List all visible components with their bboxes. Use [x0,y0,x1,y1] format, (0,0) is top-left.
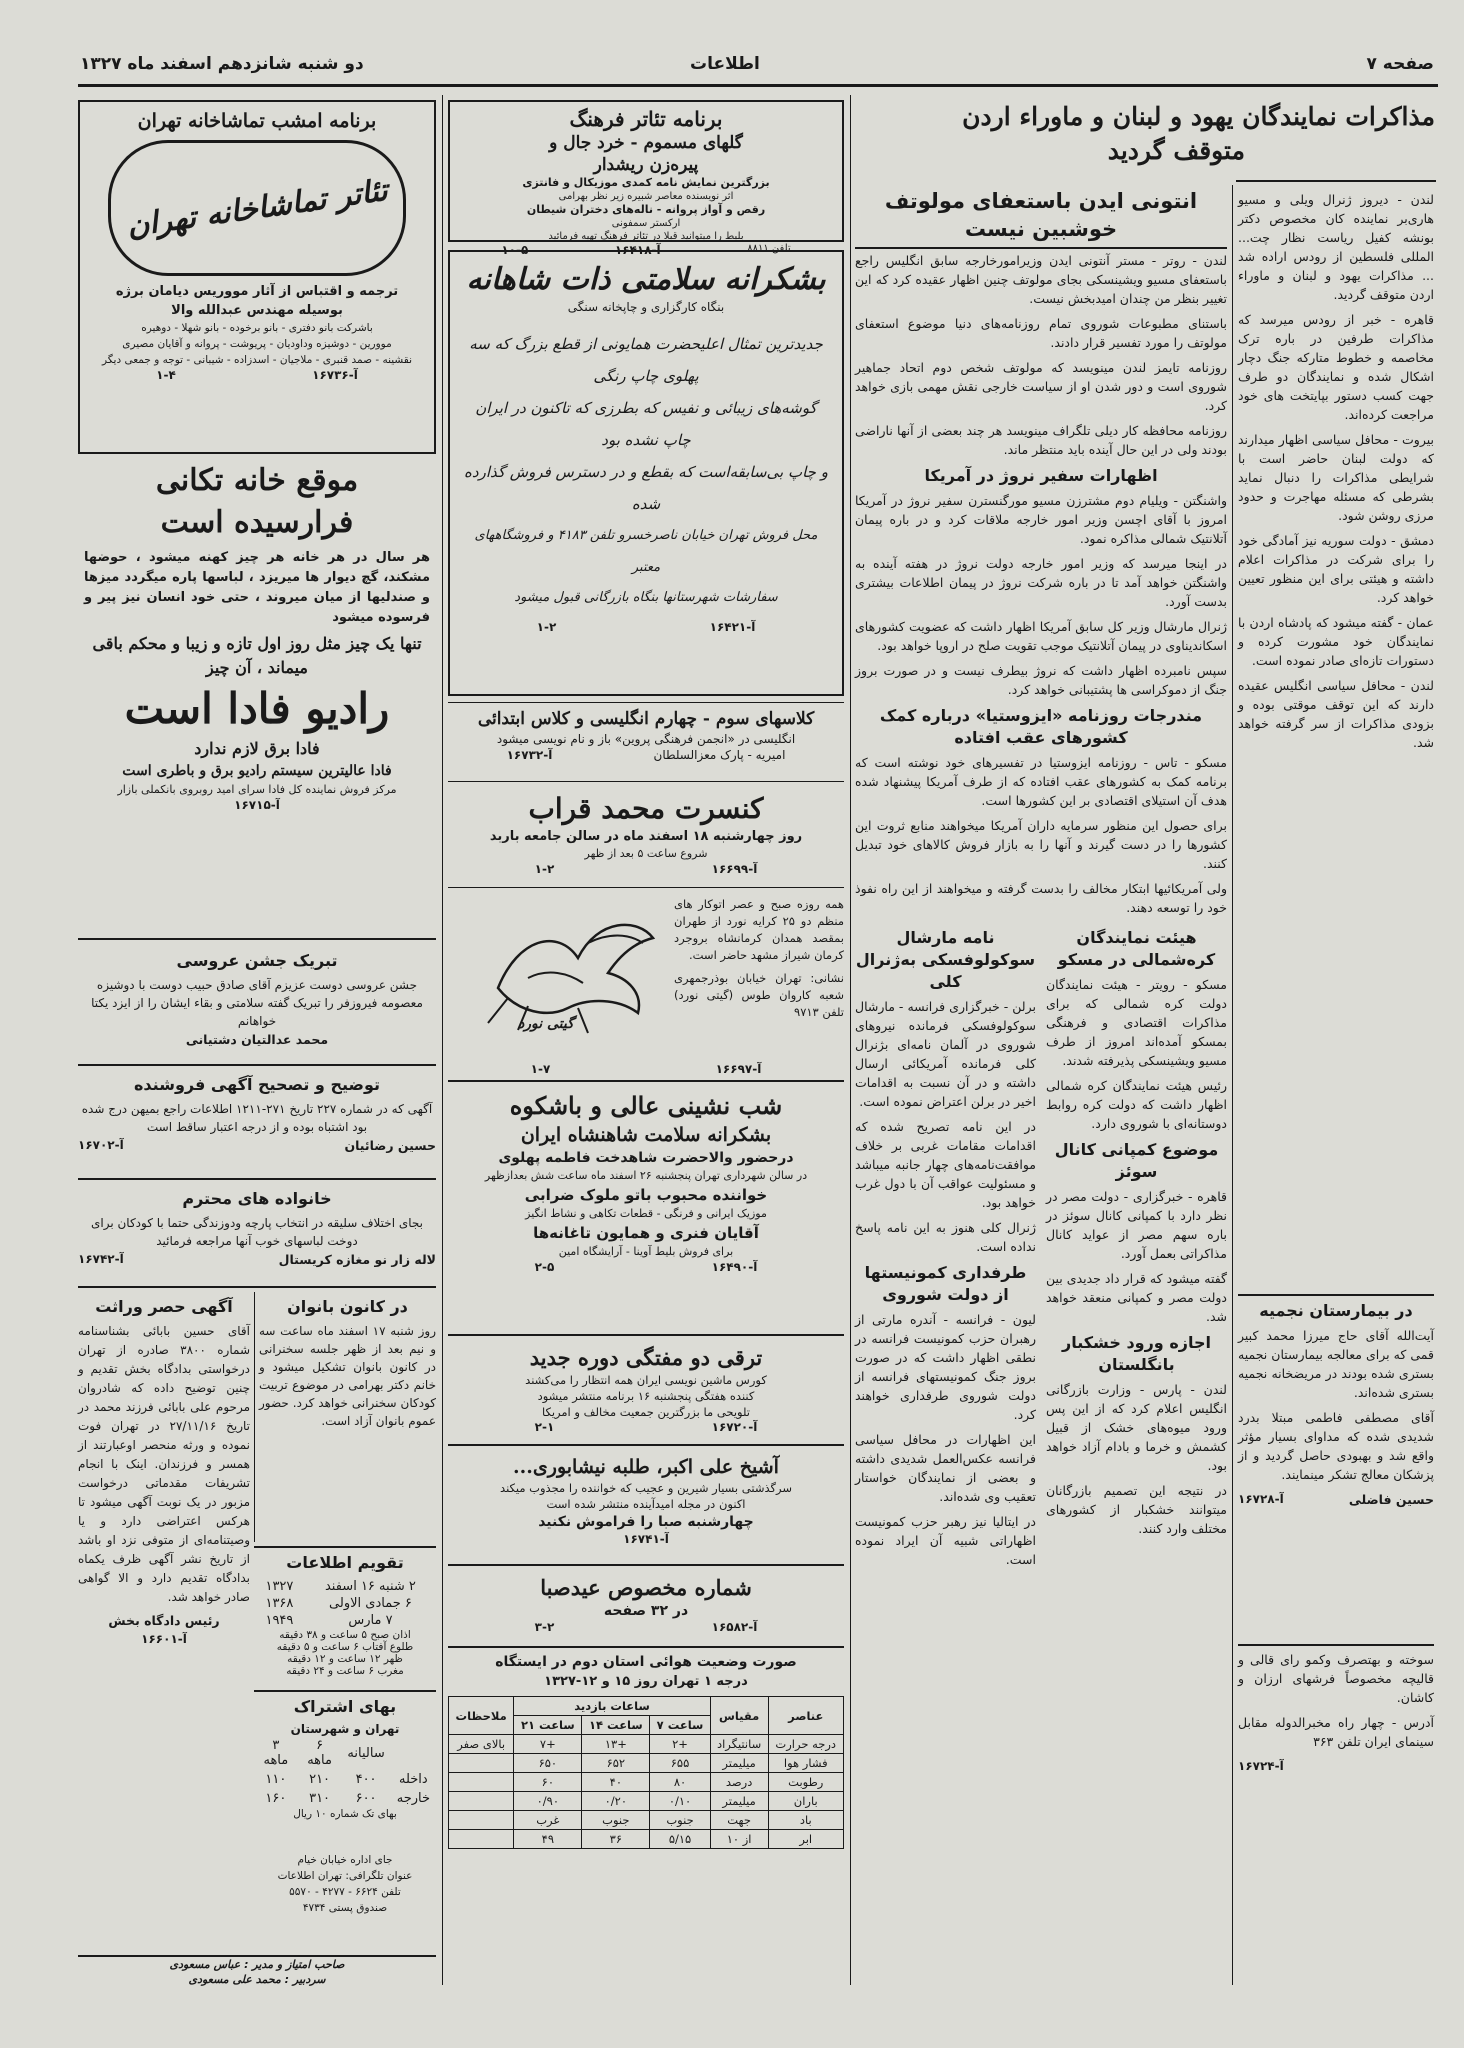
ad-code: ۱-۷ [530,1062,551,1076]
ad-code: آ-۱۶۷۲۴ [1238,1759,1284,1773]
article-paragraph: بیروت - محافل سیاسی اظهار میدارند که دولت لبنان حاضر است با شرایطی مذاکرات را دنبال نماید بشرطی که مسئله مهاجرت و حدود مرزی روشن شود. [1238,432,1434,523]
korea-headline: هیئت نمایندگان کره‌شمالی در مسکو [1057,928,1216,969]
ad-code: آ-۱۶۷۴۱ [623,1532,669,1546]
tehran-theater-title: برنامه امشب تماشاخانه تهران [137,110,377,132]
calendar-line: ظهر ۱۲ ساعت و ۱۲ دقیقه [287,1653,403,1665]
concert-title: کنسرت محمد قراب [528,792,764,825]
gala-ad [448,1086,844,1336]
tehran-theater-ad [78,100,436,454]
masthead-rule [78,84,1438,87]
izvestia-paragraph: برای حصول این منظور سرمایه داران آمریکا میخواهند منابع ثروت این کشورها را در دست گیرند و آنها را به بازار فروش کالاهای خود تبدیل کنند. [855,818,1227,871]
weather-row: درجه حرارت سانتیگراد +۲ +۱۳ +۷ بالای صفر [449,1735,844,1754]
korea-paragraph: مسکو - رویتر - هیئت نمایندگان دولت کره شمالی که برای مذاکرات اقتصادی و فرهنگی بمسکو آمده‌اند امروز از طرف مسیو ویشینسکی پذیرفته شدند. [1046,977,1227,1068]
special-title: شماره مخصوص عیدصبا [540,1575,752,1600]
weather-row: باران میلیمتر ۰/۱۰ ۰/۲۰ ۰/۹۰ [449,1792,844,1811]
calendar-line: مغرب ۶ ساعت و ۲۴ دقیقه [286,1665,404,1677]
ad-code: ۱-۴ [156,368,176,382]
eden-paragraph: روزنامه محافظه کار دیلی تلگراف مینویسد هر چند بعضی از آنها ناراضی بودند ولی در این حال آینده باید منتظر ماند. [855,423,1227,457]
communists-paragraph: لیون - فرانسه - آندره مارتی از رهبران حزب کمونیست فرانسه در نطقی اظهار داشت که در صورت بروز جنگ کمونیستهای فرانسه از دولت شوروی طرفداری خواهند کرد. [855,1312,1036,1422]
portrait-line: محل فروش تهران خیابان ناصرخسرو تلفن ۴۱۸۳ و فروشگاههای معتبر [474,528,818,575]
steno-line: کورس ماشین نویسی ایران همه انتظار را می‌کشند [525,1373,767,1387]
sheikh-line: اکنون در مجله امیدآینده منتشر شده است [546,1497,746,1511]
theater-line: ارکستر سمفونی [611,218,681,229]
gala-subtitle: بشکرانه سلامت شاهنشاه ایران [520,1124,772,1146]
gala-line: آقایان فنری و همایون تاغانه‌ها [533,1224,759,1242]
ad-code: آ-۱۶۷۰۲ [78,1138,124,1152]
weather-header: ساعات بازدید [514,1697,710,1716]
wedding-signature: محمد عدالتیان دشتیانی [185,1032,329,1047]
gala-title: شب نشینی عالی و باشکوه [509,1091,783,1120]
carpet-paragraph: آدرس - چهار راه مخبرالدوله مقابل سینمای ایران تلفن ۳۶۳ [1238,1715,1434,1749]
families-body: بجای اختلاف سلیقه در انتخاب پارچه ودوزندگی حتما با کودکان برای دوخت لباسهای خوب آنها مراجعه فرمائید [90,1216,423,1248]
tehran-theater-line: ترجمه و اقتباس از آثار مووریس دیامان برژه [115,284,399,299]
kanoon-title: در کانون بانوان [287,1297,408,1316]
gala-line: خواننده محبوب باتو ملوک ضرابی [524,1186,768,1204]
correction-signature: حسین رضائیان [344,1138,436,1153]
ad-code: آ-۱۶۷۱۵ [234,798,280,812]
weather-report [448,1652,844,1982]
hospital-notice [1238,1290,1434,1610]
ad-code: آ-۱۶۷۴۲ [78,1252,124,1266]
headline-line-2: متوقف گردید [1107,136,1245,165]
classes-line: انگلیسی در «انجمن فرهنگی پروین» باز و نام نویسی میشود [496,732,796,746]
eden-paragraph: باستنای مطبوعات شوروی تمام روزنامه‌های دنیا موضوع استعفای مولوتف را مورد تفسیر قرار دادند. [855,316,1227,350]
weather-header: مقیاس [710,1697,768,1735]
eden-paragraph: روزنامه تایمز لندن مینویسد که مولوتف شخص دوم اتحاد جماهیر شوروی است و دور شدن او از سیاست خارجی نقش مهمی بازی خواهد کرد. [855,360,1227,413]
ad-code: آ-۱۶۴۹۰ [711,1260,758,1274]
ad-code: آ-۱۶۶۹۹ [711,862,758,876]
concert-line: روز چهارشنبه ۱۸ اسفند ماه در سالن جامعه باربد [489,829,803,844]
headline-line-1: مذاکرات نمایندگان یهود و لبنان و ماوراء اردن [962,102,1435,131]
ad-code: ۱-۲ [536,620,557,634]
tehran-theater-logo [108,140,406,276]
weather-row: فشار هوا میلیمتر ۶۵۵ ۶۵۲ ۶۵۰ [449,1754,844,1773]
steno-title: ترقی دو مفتگی دوره جدید [529,1345,763,1370]
korea-paragraph: رئیس هیئت نمایندگان کره شمالی اظهار داشت که دولت کره روابط دوستانه‌ای با شوروی دارد. [1046,1078,1227,1131]
article-paragraph: دمشق - دولت سوریه نیز آمادگی خود را برای شرکت در مذاکرات اعلام داشته و هیئتی برای این منظور تعیین خواهد کرد. [1238,533,1434,605]
norway-headline: اظهارات سفیر نروژ در آمریکا [924,466,1158,485]
sokolovsky-headline: نامه مارشال سوکولوفسکی به‌ژنرال کلی [855,928,1036,991]
weather-table [448,1696,844,1849]
heirs-body: آقای حسین بابائی بشناسنامه شماره ۳۸۰۰ صادره از تهران درخواستی بدادگاه بخش تقدیم و چنین توضیح داده که شادروان مرحوم علی بابائی فرزند محمد در تاریخ ۲۷/۱۱/۱۶ در تهران فوت نموده و ورثه منحصر اوعبارتند از همسر و فرزندان. اینک با انجام تشریفات مقدماتی درخواست مزبور در یک نوبت آگهی میشود تا هرکس اعتراضی دارد و یا وصیتنامه‌ای از متوفی نزد او باشد از تاریخ نشر آگهی ظرف یکماه بدادگاه تقدیم دارد و الا گواهی صادر خواهد شد. [78,1324,250,1604]
portrait-title: بشکرانه سلامتی ذات شاهانه [466,262,826,297]
radio-brand: رادیو فادا است [124,684,390,733]
subscription-subtitle: تهران و شهرستان [290,1722,400,1736]
portrait-subtitle: بنگاه کارگزاری و چاپخانه سنگی [567,300,725,314]
article-paragraph: لندن - دیروز ژنرال ویلی و مسیو هاری‌بر نماینده کان مخصوص دکتر بونشه کفیل ریاست نظار چت... المللی فلسطین از رودس اراده شد ... مذاکرات یهود و لبنان و ماوراء اردن متوقف گردید. [1238,192,1434,302]
calendar-date: ۲ شنبه ۱۶ اسفند [324,1579,416,1594]
suez-paragraph: قاهره - خبرگزاری - دولت مصر در نظر دارد با کمپانی کانال سوئز در باره سهم مصر از عواید کانال مذاکراتی بعمل آورد. [1046,1189,1227,1261]
office-phones: تلفن ۶۶۲۴ - ۴۲۷۷ - ۵۵۷۰ [289,1886,401,1898]
tours-paragraph: همه روزه صبح و عصر اتوکار های منظم دو ۲۵ کرایه نورد از طهران بمقصد همدان کرمانشاه بروجرد کرمان شیراز مشهد حاضر است. [674,897,844,962]
tours-ad [448,892,844,1082]
subscription-table: سالیانه ۶ ماهه ۳ ماهه داخله ۴۰۰ ۲۱۰ ۱۱۰ خارجه ۶۰۰ ۳۱۰ ۱۶۰ [254,1736,436,1808]
ad-code: آ-۱۶۴۱۸ [614,243,661,257]
lead-article [1238,190,1434,1240]
heirs-signature: رئیس دادگاه بخش [108,1613,220,1628]
radio-headline: فرارسیده است [160,505,354,540]
page-number: صفحه ۷ [1366,54,1434,74]
headline-rule [1236,180,1436,182]
steno-line: تلویحی ما بزرگترین جمعیت مخالف و امریکا [542,1405,750,1419]
calendar-table [254,1578,436,1629]
calendar-title: تقویم اطلاعات [286,1553,404,1572]
ad-code: ۱-۲ [534,862,555,876]
communists-headline: طرفداری کمونیستها از دولت شوروی [864,1263,1027,1304]
sheikh-title: آشیخ علی اکبر، طلبه نیشابوری... [513,1456,779,1478]
wedding-notice [78,946,436,1066]
ad-code: آ-۱۶۷۲۸ [1238,1492,1284,1506]
communists-paragraph: این اظهارات در محافل سیاسی فرانسه عکس‌العمل شدیدی داشته و بعضی از نمایندگان خواستار تعقیب وی شده‌اند. [855,1432,1036,1504]
portrait-line: جدیدترین تمثال اعلیحضرت همایونی از قطع بزرگ که سه پهلوی چاپ رنگی [469,335,823,385]
portrait-line: گوشه‌های زیبائی و نفیس که بطرزی که تاکنون در ایران چاپ نشده بود [475,399,817,449]
hospital-paragraph: آیت‌الله آقای حاج میرزا محمد کبیر قمی که برای معالجه بیمارستان نجمیه بستری شده بودند در مریضخانه نجمیه بستری شده‌اند. [1238,1328,1434,1400]
calendar-year: ۱۳۶۸ [265,1596,294,1611]
communists-paragraph: در ایتالیا نیز رهبر حزب کمونیست اظهاراتی شبیه آن ایراد نموده است. [855,1514,1036,1567]
gala-line: موزیک ایرانی و فرنگی - قطعات تکاهی و نشاط انگیز [525,1207,767,1220]
special-issue-ad [448,1570,844,1648]
theater-title: برنامه تئاتر فرهنگ [569,107,723,131]
sheikh-line: چهارشنبه صبا را فراموش نکنید [538,1514,754,1530]
ad-code: ۱۰-۵ [501,243,529,257]
office-address: جای اداره خیابان خیام [297,1854,393,1866]
ad-code: ۲-۱ [534,1420,555,1434]
subscription-region: داخله [399,1772,428,1787]
weather-hour: ساعت ۲۱ [514,1716,582,1735]
ad-code: ۳-۲ [534,1620,555,1634]
weather-subtitle: درجه ۱ تهران روز ۱۵ و ۱۲-۱۳۲۷ [544,1674,748,1689]
calendar-date: ۶ جمادی الاولی [329,1596,412,1611]
ad-code: ۲-۵ [534,1260,555,1274]
hospital-paragraph: آقای مصطفی فاطمی مبتلا بدرد شدیدی شده که مداوای بسیار مؤثر واقع شد و بهبودی حاصل گردید و از پزشکان معالج تشکر مینمایند. [1238,1410,1434,1482]
weather-header: ملاحظات [449,1697,514,1735]
families-title: خانواده های محترم [182,1189,332,1208]
concert-line: شروع ساعت ۵ بعد از ظهر [584,847,708,860]
izvestia-paragraph: مسکو - تاس - روزنامه ایزوستیا در تفسیرهای خود نوشته است که برنامه کمک به کشورهای عقب افتاده که از طرف آمریکا پیشنهاد شده هدف آن استیلای اقتصادی بر این کشورها است. [855,755,1227,808]
carpet-paragraph: سوخته و بهتصرف وکمو رای قالی و قالیچه مخصوصاً فرشهای ارزان و کاشان. [1238,1652,1434,1705]
calendar-line: طلوع آفتاب ۶ ساعت و ۵ دقیقه [276,1641,414,1653]
ad-code: آ-۱۶۷۲۰ [711,1420,758,1434]
ad-code: آ-۱۶۶۰۱ [141,1632,187,1646]
tehran-theater-line: بوسیله مهندس عبدالله والا [171,303,343,318]
radio-address: مرکز فروش نماینده کل فادا سرای امید روبروی بانکملی بازار [117,783,397,796]
weather-title: صورت وضعیت هوائی استان دوم در ایستگاه [495,1654,797,1670]
calendar-year: ۱۹۴۹ [265,1613,294,1628]
heirs-notice [78,1292,250,1952]
norway-paragraph: در اینجا میرسد که وزیر امور خارجه دولت نروژ در هفته آینده به واشنگتن خواهد آمد تا در باره شرکت نروژ در پیمان اطلاعات بیشتری بدست آورد. [855,556,1227,609]
weather-row: ابر از ۱۰ ۵/۱۵ ۳۶ ۴۹ [449,1830,844,1849]
ad-code: آ-۱۶۷۳۶ [312,368,358,382]
classes-title: کلاسهای سوم - چهارم انگلیسی و کلاس ابتدائی [477,709,815,729]
weather-hour: ساعت ۱۴ [582,1716,650,1735]
radio-fada-ad [78,460,436,940]
weather-row: باد جهت جنوب جنوب غرب [449,1811,844,1830]
dried-fruit-paragraph: در نتیجه این تصمیم بازرگانان میتوانند خشکبار از کشورهای مختلف وارد کنند. [1046,1483,1227,1536]
sheikh-line: سرگذشتی بسیار شیرین و عجیب که خواننده را مجذوب میکند [500,1481,792,1495]
kanoon-body: روز شنبه ۱۷ اسفند ماه ساعت سه و نیم بعد از ظهر جلسه سخنرانی در کانون بانوان تشکیل میشود و خانم دکتر بهرامی در موضوع تربیت کودکان سخنرانی خواهد کرد. حضور عموم بانوان آزاد است. [259,1324,436,1428]
radio-headline: موقع خانه تکانی [155,463,359,498]
column-divider [850,95,851,1985]
correction-notice [78,1070,436,1180]
tours-text [674,896,844,1056]
gala-line: برای فروش بلیط آوینا - آرایشگاه امین [558,1245,734,1258]
hospital-title: در بیمارستان نجمیه [1238,1294,1434,1322]
calendar-date: ۷ مارس [348,1613,393,1628]
ad-code: آ-۱۶۷۳۲ [506,748,553,762]
radio-slogan: تنها یک چیز مثل روز اول تازه و زیبا و محکم باقی میماند ، آن چیز [92,634,422,677]
theater-line: پیره‌زن ریشدار [593,155,699,175]
steno-line: کننده هفتگی پنجشنبه ۱۶ برنامه منتشر میشود [537,1389,755,1403]
ad-code: آ-۱۶۴۲۱ [709,620,756,634]
izvestia-paragraph: ولی آمریکائیها ابتکار مخالف را بدست گرفته و میخواهند از این راه نفوذ خود را توسعه دهند. [855,881,1227,915]
article-paragraph: عمان - گفته میشود که پادشاه اردن با نمایندگان خود مشورت کرده و دستورات تازه‌ای صادر نموده است. [1238,615,1434,668]
concert-ad [448,786,844,888]
subscription-period: ۶ ماهه [307,1738,332,1768]
radio-sub: فادا برق لازم ندارد [194,739,320,758]
newspaper-name: اطلاعات [690,54,760,74]
weather-row: رطوبت درصد ۸۰ ۴۰ ۶۰ [449,1773,844,1792]
subscription-region: خارجه [396,1791,430,1806]
radio-sub: فادا عالیترین سیستم رادیو برق و باطری است [122,763,392,779]
sokolovsky-paragraph: ژنرال کلی هنوز به این نامه پاسخ نداده است. [855,1220,1036,1254]
classes-ad [448,702,844,782]
office-info [254,1852,436,1952]
portrait-ad [448,250,844,696]
lead-headline [855,100,1435,168]
column-divider [1232,185,1233,1985]
norway-paragraph: واشنگتن - ویلیام دوم مشترزن مسیو مورگنسترن سفیر نروژ در آمریکا امروز با آقای اچسن وزیر امور خارجه ملاقات کرد و در باره پیمان آتلانتیک شمالی مذاکره نمود. [855,493,1227,546]
theater-line: گلهای مسموم - خرد جال و [549,133,743,153]
office-telegraph: عنوان تلگرافی: تهران اطلاعات [277,1870,413,1882]
correction-title: توضیح و تصحیح آگهی فروشنده [133,1075,381,1094]
tours-paragraph: نشانی: تهران خیابان بوذرجمهری شعبه کاروان طوس (گیتی نورد) تلفن ۹۷۱۳ [674,971,844,1019]
subscription-single: بهای تک شماره ۱۰ ریال [293,1808,397,1820]
carpet-notice [1238,1640,1434,1980]
gala-line: در سالن شهرداری تهران پنجشنبه ۲۶ اسفند ماه ساعت شش بعدازظهر [484,1169,808,1182]
column-divider [442,95,443,1985]
theater-line: بلیط را میتوانید قبلا در تئاتر فرهنگ تهیه فرمائید [548,231,744,242]
calendar-line: اذان صبح ۵ ساعت و ۳۸ دقیقه [279,1629,411,1641]
theater-phone: تلفن ۸۸۱۱ [747,243,791,254]
ad-code: آ-۱۶۵۸۲ [711,1620,758,1634]
winged-horse-logo [468,898,668,1048]
dried-fruit-headline: اجازه ورود خشکبار بانگلستان [1062,1333,1211,1374]
portrait-line: سفارشات شهرستانها بنگاه بازرگانی قبول میشود [514,590,778,605]
article-paragraph: لندن - محافل سیاسی انگلیس عقیده دارند که این توقف موقتی بوده و بزودی مذاکرات از سر گرفته خواهد شد. [1238,678,1434,750]
eden-headline: انتونی ایدن باستعفای مولوتف خوشبین نیست [855,187,1227,249]
correction-body: آگهی که در شماره ۲۲۷ تاریخ ۲۷۱-۱۲۱۱ اطلاعات راجع بمیهن درج شده بود اشتباه بوده و از درجه اعتبار ساقط است [81,1102,433,1134]
tehran-theater-line: باشرکت بانو دفتری - بانو برخوده - بانو شهلا - دوهیره [141,322,373,334]
dried-fruit-paragraph: لندن - پارس - وزارت بازرگانی انگلیس اعلام کرد که از این پس ورود میوه‌های خشک از قبیل کشمش و خرما و بادام آزاد خواهد بود. [1046,1382,1227,1473]
gala-line: درحضور والاحضرت شاهدخت فاطمه پهلوی [498,1150,794,1166]
theater-ad [448,100,844,257]
suez-headline: موضوع کمپانی کانال سوئز [1054,1140,1219,1181]
theater-line: اثر نویسنده معاصر شبیره زیر نظر بهرامی [558,191,734,202]
kanoon-notice [254,1292,436,1542]
classes-line: امیریه - پارک معزالسلطان [653,748,786,762]
theater-line: بزرگترین نمایش نامه کمدی موزیکال و فانتزی [522,176,770,189]
subscription-title: بهای اشتراک [293,1697,397,1716]
publisher-line: صاحب امتیاز و مدیر : عباس مسعودی [169,1958,345,1971]
steno-ad [448,1340,844,1446]
wedding-title: تبریک جشن عروسی [176,951,338,970]
sokolovsky-paragraph: برلن - خبرگزاری فرانسه - مارشال سوکولوفسکی فرمانده نیروهای شوروی در آلمان نامه‌ای بژنرال کلی فرمانده آمریکائی ارسال داشته و در آن نسبت به اقدامات اخیر در برلن اعتراض نموده است. [855,999,1036,1109]
norway-paragraph: ژنرال مارشال وزیر کل سابق آمریکا اظهار داشت که عضویت کشورهای اسکاندیناوی در پیمان آتلانتیک موجب تقویت صلح در اروپا خواهد بود. [855,619,1227,653]
suez-paragraph: گفته میشود که قرار داد جدیدی بین دولت مصر و کمپانی منعقد خواهد شد. [1046,1271,1227,1324]
weather-hour: ساعت ۷ [650,1716,710,1735]
wedding-body: جشن عروسی دوست عزیزم آقای صادق حبیب دوست با دوشیزه معصومه فیروزفر را تبریک گفته سلامتی و بقاء ایشان را از ایزد یکتا خواهانم [91,978,423,1028]
subscription-box [254,1690,436,1850]
izvestia-headline: مندرجات روزنامه «ایزوستیا» درباره کمک کشورهای عقب افتاده [879,706,1203,747]
tehran-theater-line: نقشینه - صمد قنبری - ملاجیان - اسدزاده - شیبانی - توجه و جمعی دیگر [101,354,413,366]
special-subtitle: در ۳۲ صفحه [603,1603,689,1619]
families-notice [78,1184,436,1288]
sokolovsky-paragraph: در این نامه تصریح شده که اقدامات مقامات غربی بر خلاف موافقت‌نامه‌های چهار جانبه میباشد و مسئولیت عواقب آن با دول غرب خواهد بود. [855,1119,1036,1210]
calendar-box [254,1546,436,1686]
radio-body: هر سال در هر خانه هر چیز کهنه میشود ، حوضها مشکند، گچ دیوار ها میریزد ، لباسها پاره میگردد میزها و صندلیها از میان میروند ، حتی خود انسان نیز پیر و فرسوده میشود [84,550,430,625]
families-signature: لاله زار نو مغازه کریستال [278,1252,436,1267]
editor-line: سردبیر : محمد علی مسعودی [188,1973,326,1986]
ad-code: آ-۱۶۶۹۷ [715,1062,762,1076]
theater-line: رقص و آواز پروانه - ناله‌های دختران شیطان [526,203,766,216]
portrait-line: و چاپ بی‌سابقه‌است که بقطع و در دسترس فروش گذارده شده [464,463,828,513]
tehran-theater-logo-text: تئاتر تماشاخانه تهران [124,172,390,244]
article-paragraph: قاهره - خبر از رودس میرسد که مذاکرات طرفین در باره ترک مخاصمه و خطوط متارکه جنگ دچار اشکال شده و نمایندگان دو طرف جهت کسب دستور بپایتخت های خود مراجعت کرده‌اند. [1238,312,1434,422]
norway-paragraph: سپس نامبرده اظهار داشت که نروژ بیطرف نیست و در صورت بروز جنگ از دموکراسی ها پشتیبانی خواهد کرد. [855,663,1227,697]
office-box: صندوق پستی ۴۷۳۴ [302,1902,388,1914]
tours-logo-text: گیتی نورد [518,1016,574,1032]
publisher-signature [78,1955,436,1987]
subscription-period: سالیانه [347,1745,385,1761]
subscription-period: ۳ ماهه [263,1738,289,1768]
calendar-year: ۱۳۲۷ [265,1579,294,1594]
sheikh-ad [448,1450,844,1566]
hospital-signature: حسین فاضلی [1348,1492,1434,1507]
issue-date: دو شنبه شانزدهم اسفند ماه ۱۳۲۷ [80,54,364,74]
news-column [855,185,1227,1985]
eden-paragraph: لندن - روتر - مستر آنتونی ایدن وزیرامورخارجه سابق انگلیس راجع باستعفای مسیو ویشینسکی بجای مولوتف چنین اظهار عقیده کرد که این تغییر بنظر من چندان امیدبخش نیست. [855,253,1227,306]
heirs-title: آگهی حصر وراثت [95,1297,233,1316]
tehran-theater-line: موورین - دوشیزه وداودیان - پریوشت - پروانه و آقایان مصیری [122,338,392,350]
weather-header: عناصر [768,1697,844,1735]
